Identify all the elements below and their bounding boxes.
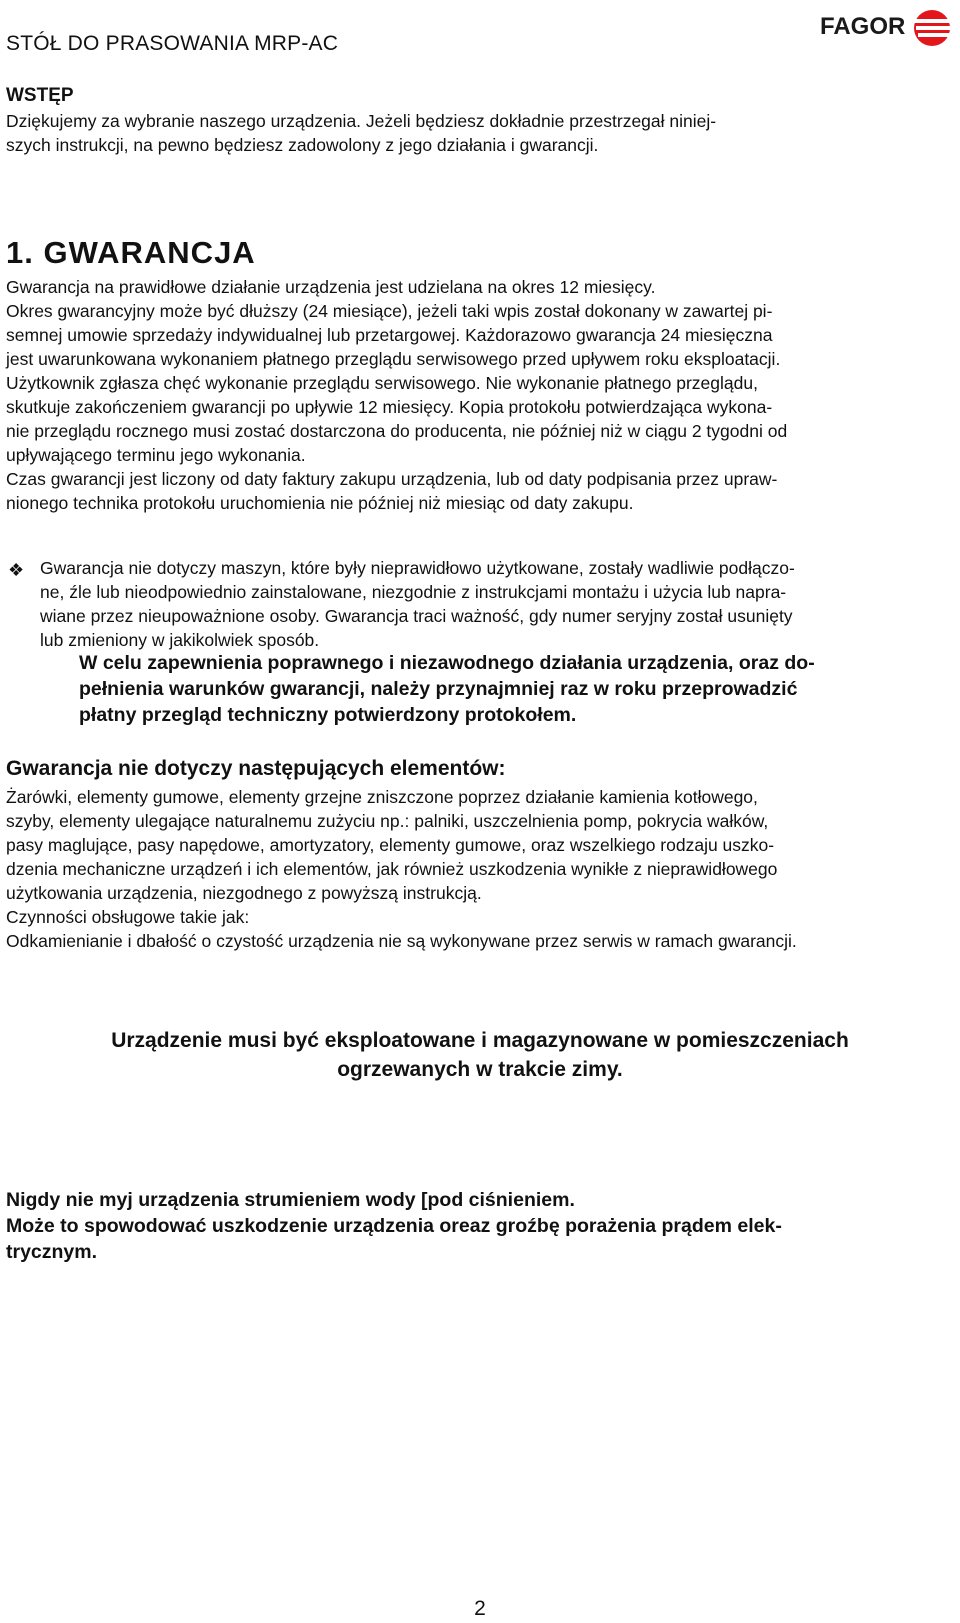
bullet-line: Gwarancja nie dotyczy maszyn, które były nieprawidłowo użytkowane, zostały wadliwie podłączo- <box>40 558 795 578</box>
section-line: Gwarancja na prawidłowe działanie urządzenia jest udzielana na okres 12 miesięcy. <box>6 277 656 297</box>
exclusions-line: szyby, elementy ulegające naturalnemu zużyciu np.: palniki, uszczelnienia pomp, pokrycia wałków, <box>6 811 769 831</box>
diamond-bullet-icon: ❖ <box>8 560 25 580</box>
exclusions-line: pasy maglujące, pasy napędowe, amortyzatory, elementy gumowe, oraz wszelkiego rodzaju uszko- <box>6 835 775 855</box>
warning-line: trycznym. <box>6 1241 98 1263</box>
section-line: semnej umowie sprzedaży indywidualnej lub przetargowej. Każdorazowo gwarancja 24 miesięczna <box>6 325 773 345</box>
warning-line: Może to spowodować uszkodzenie urządzenia oreaz groźbę porażenia prądem elek- <box>6 1215 782 1237</box>
intro-line: szych instrukcji, na pewno będziesz zadowolony z jego działania i gwarancji. <box>6 135 599 155</box>
exclusions-line: Żarówki, elementy gumowe, elementy grzejne zniszczone poprzez działanie kamienia kotłowego, <box>6 787 758 807</box>
page-number: 2 <box>474 1597 486 1620</box>
section-line: Okres gwarancyjny może być dłuższy (24 miesiące), jeżeli taki wpis został dokonany w zawartej pi- <box>6 301 773 321</box>
fagor-emblem-icon <box>914 10 950 46</box>
exclusions-line: Odkamienianie i dbałość o czystość urządzenia nie są wykonywane przez serwis w ramach gwarancji. <box>6 931 797 951</box>
bullet-line: lub zmieniony w jakikolwiek sposób. <box>40 630 320 650</box>
bullet-bold-line: pełnienia warunków gwarancji, należy przynajmniej raz w roku przeprowadzić <box>79 678 798 700</box>
section-line: upływającego terminu jego wykonania. <box>6 445 306 465</box>
storage-notice-line: ogrzewanych w trakcie zimy. <box>337 1058 623 1081</box>
warning-line: Nigdy nie myj urządzenia strumieniem wody [pod ciśnieniem. <box>6 1189 575 1211</box>
bullet-bold-line: W celu zapewnienia poprawnego i niezawodnego działania urządzenia, oraz do- <box>79 652 815 674</box>
section-line: jest uwarunkowana wykonaniem płatnego przeglądu serwisowego przed upływem roku eksploatacji. <box>6 349 781 369</box>
section-line: nie przeglądu rocznego musi zostać dostarczona do producenta, nie później niż w ciągu 2 tygodni od <box>6 421 788 441</box>
bullet-line: wiane przez nieupoważnione osoby. Gwarancja traci ważność, gdy numer seryjny został usunięty <box>40 606 793 626</box>
intro-heading: WSTĘP <box>6 85 74 106</box>
storage-notice-line: Urządzenie musi być eksploatowane i magazynowane w pomieszczeniach <box>111 1029 849 1052</box>
intro-line: Dziękujemy za wybranie naszego urządzenia. Jeżeli będziesz dokładnie przestrzegał niniej- <box>6 111 717 131</box>
exclusions-heading: Gwarancja nie dotyczy następujących elementów: <box>6 757 506 780</box>
fagor-logo-text: FAGOR <box>820 13 906 40</box>
section-line: Czas gwarancji jest liczony od daty faktury zakupu urządzenia, lub od daty podpisania przez upraw- <box>6 469 778 489</box>
fagor-logo <box>820 6 958 48</box>
section-line: nionego technika protokołu uruchomienia nie później niż miesiąc od daty zakupu. <box>6 493 634 513</box>
document-title: STÓŁ DO PRASOWANIA MRP-AC <box>6 32 339 55</box>
section-line: Użytkownik zgłasza chęć wykonanie przeglądu serwisowego. Nie wykonanie płatnego przeglądu, <box>6 373 758 393</box>
exclusions-line: dzenia mechaniczne urządzeń i ich elementów, jak również uszkodzenia wynikłe z nieprawidłowego <box>6 859 778 879</box>
section-heading: 1. GWARANCJA <box>6 235 256 270</box>
bullet-line: ne, źle lub nieodpowiednio zainstalowane, niezgodnie z instrukcjami montażu i użycia lub napra- <box>40 582 787 602</box>
section-line: skutkuje zakończeniem gwarancji po upływie 12 miesięcy. Kopia protokołu potwierdzająca wykona- <box>6 397 773 417</box>
exclusions-line: użytkowania urządzenia, niezgodnego z powyższą instrukcją. <box>6 883 482 903</box>
bullet-bold-line: płatny przegląd techniczny potwierdzony protokołem. <box>79 704 577 726</box>
exclusions-line: Czynności obsługowe takie jak: <box>6 907 250 927</box>
